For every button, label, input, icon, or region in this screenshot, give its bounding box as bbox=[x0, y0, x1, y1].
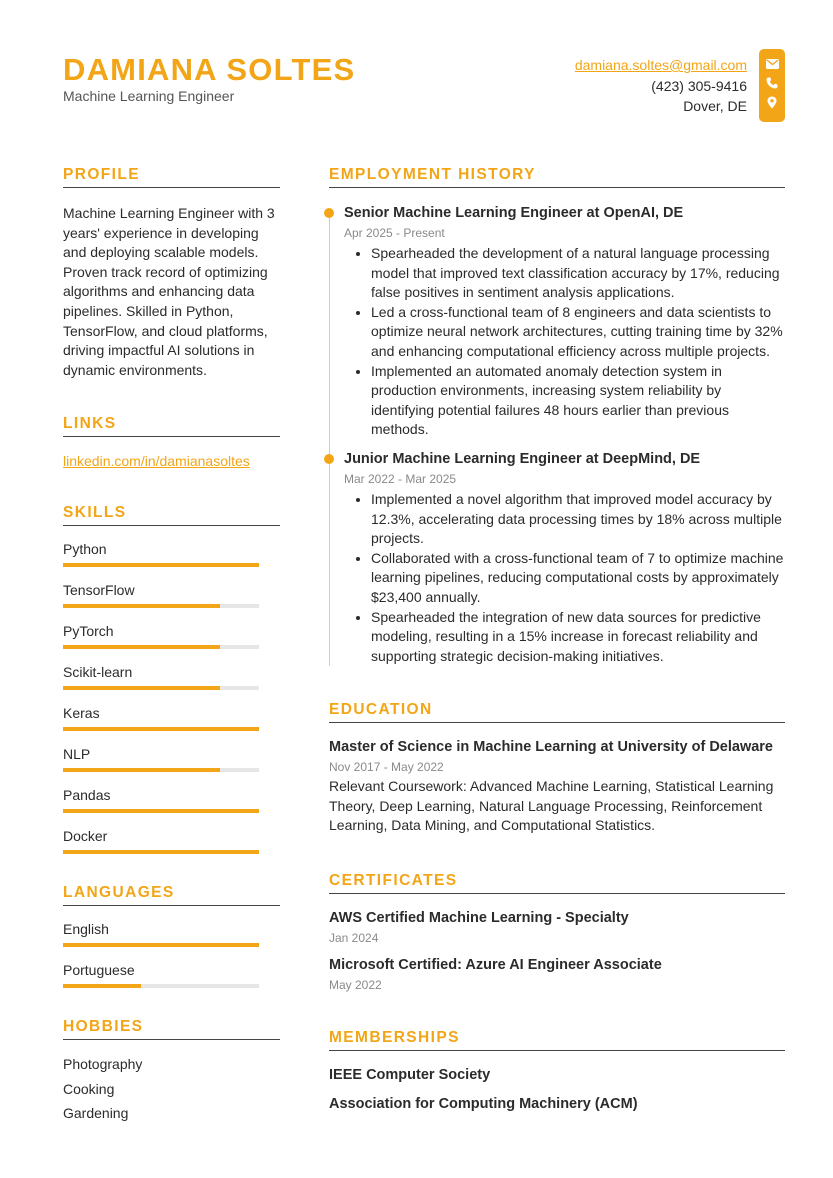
job-entry-title: Senior Machine Learning Engineer at OpenAI, DE bbox=[344, 205, 684, 221]
language-label: Portuguese bbox=[63, 962, 135, 979]
skill-item bbox=[63, 581, 280, 608]
job-entry bbox=[329, 204, 785, 440]
skill-level-fill bbox=[63, 604, 220, 608]
skill-item bbox=[63, 745, 280, 772]
employment-timeline bbox=[329, 204, 785, 666]
education-description: Relevant Coursework: Advanced Machine Learning, Statistical Learning Theory, Deep Learning, Natural Language Processing, Reinforcement Learning, Data Mining, and Computational Statistics. bbox=[329, 778, 774, 834]
skill-level-fill bbox=[63, 563, 259, 567]
job-entry-title: Junior Machine Learning Engineer at DeepMind, DE bbox=[344, 450, 701, 467]
language-label: English bbox=[63, 921, 109, 938]
skill-level-bar bbox=[63, 686, 259, 690]
certificate-date: Jan 2024 bbox=[329, 931, 379, 946]
links-section bbox=[63, 415, 280, 469]
skill-item bbox=[63, 827, 280, 854]
language-level-fill bbox=[63, 943, 259, 947]
skill-item bbox=[63, 622, 280, 649]
skill-level-bar bbox=[63, 604, 259, 608]
skill-level-fill bbox=[63, 686, 220, 690]
email-link[interactable]: damiana.soltes@gmail.com bbox=[574, 57, 747, 73]
hobby-item: Cooking bbox=[63, 1080, 115, 1097]
education-heading: EDUCATION bbox=[329, 701, 785, 723]
languages-section bbox=[63, 884, 280, 988]
job-entry bbox=[329, 450, 785, 666]
skill-level-fill bbox=[63, 768, 220, 772]
profile-text: Machine Learning Engineer with 3 years' experience in developing and deploying scalable models. Proven track record of optimizing algorithms and enhancing data pipelines. Skilled in Python, TensorFlow, and cloud platforms, driving impactful AI solutions in dynamic environments. bbox=[63, 205, 275, 378]
job-bullets bbox=[344, 244, 785, 440]
links-heading: LINKS bbox=[63, 415, 280, 437]
skills-section bbox=[63, 504, 280, 854]
right-column bbox=[329, 166, 785, 1119]
education-entry bbox=[329, 738, 785, 836]
education-dates: Nov 2017 - May 2022 bbox=[329, 760, 444, 775]
language-item bbox=[63, 920, 280, 947]
skill-label: PyTorch bbox=[63, 623, 114, 640]
skill-level-fill bbox=[63, 727, 259, 731]
job-entry-dates: Mar 2022 - Mar 2025 bbox=[344, 471, 457, 486]
skill-level-fill bbox=[63, 850, 259, 854]
profile-heading: PROFILE bbox=[63, 166, 280, 188]
skill-level-bar bbox=[63, 768, 259, 772]
skill-label: Docker bbox=[63, 828, 108, 845]
contact-icon-bar bbox=[759, 49, 785, 122]
language-level-bar bbox=[63, 984, 259, 988]
certificate-title: AWS Certified Machine Learning - Specialty bbox=[329, 910, 629, 927]
skills-heading: SKILLS bbox=[63, 504, 280, 526]
education-title: Master of Science in Machine Learning at University of Delaware bbox=[329, 739, 773, 756]
certificate-title: Microsoft Certified: Azure AI Engineer Associate bbox=[329, 957, 662, 974]
phone-number: (423) 305-9416 bbox=[651, 77, 747, 94]
phone-icon bbox=[766, 75, 778, 95]
language-level-bar bbox=[63, 943, 259, 947]
skill-label: Keras bbox=[63, 705, 100, 722]
skill-level-fill bbox=[63, 809, 259, 813]
employment-heading: EMPLOYMENT HISTORY bbox=[329, 166, 785, 188]
languages-heading: LANGUAGES bbox=[63, 884, 280, 906]
employment-section bbox=[329, 166, 785, 666]
skill-level-bar bbox=[63, 563, 259, 567]
education-section bbox=[329, 701, 785, 836]
job-entry-dates: Apr 2025 - Present bbox=[344, 226, 445, 240]
skill-label: Pandas bbox=[63, 787, 111, 804]
skill-item bbox=[63, 704, 280, 731]
memberships-heading: MEMBERSHIPS bbox=[329, 1029, 785, 1051]
candidate-name: DAMIANA SOLTES bbox=[63, 52, 356, 87]
job-bullets bbox=[344, 490, 785, 666]
location: Dover, DE bbox=[683, 98, 747, 114]
profile-section bbox=[63, 166, 280, 380]
job-bullet: • Collaborated with a cross-functional team of 7 to optimize machine learning pipelines, reducing computational costs by approximately $23,400 annually. bbox=[371, 549, 785, 608]
skill-label: Scikit-learn bbox=[63, 664, 133, 681]
certificate-entry bbox=[329, 909, 785, 947]
hobbies-section bbox=[63, 1018, 280, 1126]
hobby-item: Photography bbox=[63, 1056, 143, 1073]
left-column bbox=[63, 166, 280, 1126]
language-level-fill bbox=[63, 984, 141, 988]
skill-label: TensorFlow bbox=[63, 582, 135, 599]
skill-item bbox=[63, 663, 280, 690]
certificates-section bbox=[329, 872, 785, 994]
language-item bbox=[63, 961, 280, 988]
envelope-icon bbox=[766, 55, 779, 75]
job-title: Machine Learning Engineer bbox=[63, 88, 235, 104]
job-bullet: • Led a cross-functional team of 8 engineers and data scientists to optimize neural network architectures, cutting training time by 32% and enhancing computational efficiency across multiple projects. bbox=[371, 303, 785, 362]
job-bullet: • Implemented a novel algorithm that improved model accuracy by 12.3%, accelerating data processing times by 18% across multiple projects. bbox=[371, 490, 785, 549]
job-bullet: • Spearheaded the development of a natural language processing model that improved text classification accuracy by 17%, reducing false positives in sentiment analysis applications. bbox=[371, 244, 785, 303]
certificate-entry bbox=[329, 956, 785, 994]
skill-level-bar bbox=[63, 850, 259, 854]
timeline-dot bbox=[324, 208, 334, 218]
hobby-item: Gardening bbox=[63, 1105, 129, 1122]
skill-label: NLP bbox=[63, 746, 91, 763]
job-bullet: • Spearheaded the integration of new data sources for predictive modeling, resulting in a 15% increase in forecast reliability and supporting strategic decision-making initiatives. bbox=[371, 608, 785, 667]
memberships-section bbox=[329, 1029, 785, 1119]
skill-level-fill bbox=[63, 645, 220, 649]
timeline-dot bbox=[324, 454, 334, 464]
certificates-heading: CERTIFICATES bbox=[329, 872, 785, 894]
job-bullet: • Implemented an automated anomaly detection system in production environments, increasing system reliability by identifying potential failures 48 hours earlier than previous methods. bbox=[371, 362, 785, 440]
certificate-date: May 2022 bbox=[329, 978, 382, 993]
skill-level-bar bbox=[63, 727, 259, 731]
skill-item bbox=[63, 786, 280, 813]
map-pin-icon bbox=[767, 95, 777, 115]
skill-level-bar bbox=[63, 645, 259, 649]
hobbies-heading: HOBBIES bbox=[63, 1018, 280, 1040]
membership-item: Association for Computing Machinery (ACM) bbox=[329, 1096, 638, 1113]
skill-level-bar bbox=[63, 809, 259, 813]
skill-label: Python bbox=[63, 541, 107, 558]
skill-item bbox=[63, 540, 280, 567]
membership-item: IEEE Computer Society bbox=[329, 1067, 491, 1084]
contact-block bbox=[575, 55, 747, 117]
linkedin-link[interactable]: linkedin.com/in/damianasoltes bbox=[63, 453, 250, 470]
